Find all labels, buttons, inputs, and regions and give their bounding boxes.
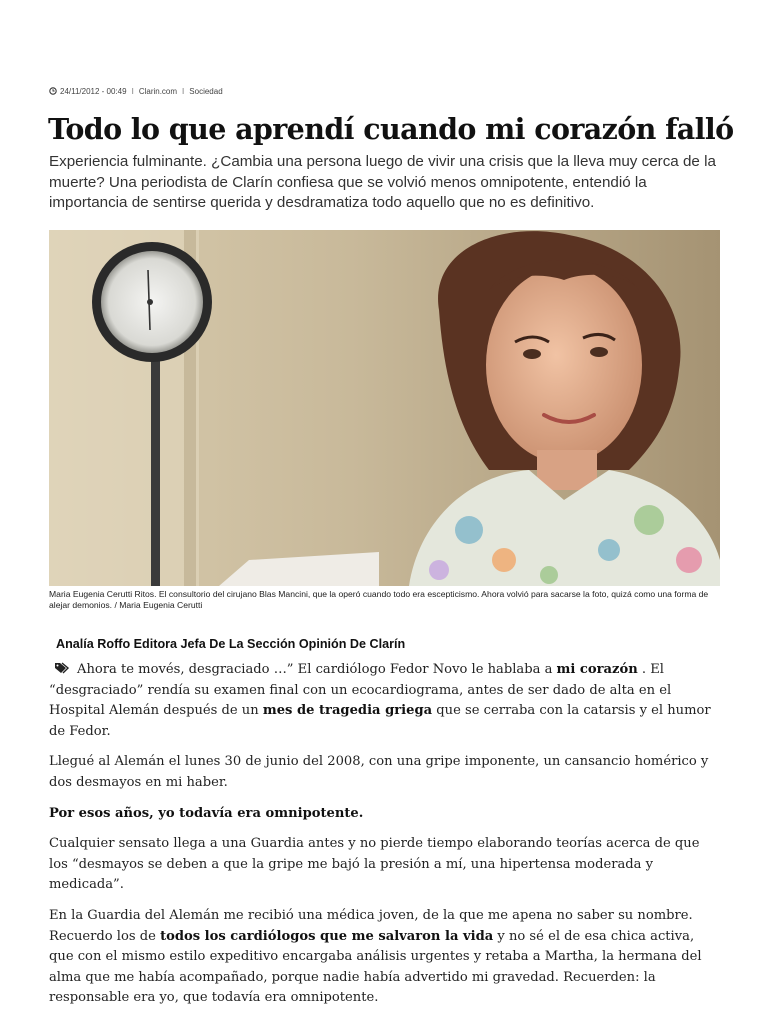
tags-icon[interactable] xyxy=(54,662,70,674)
article-meta xyxy=(49,85,223,97)
article-headline: Todo lo que aprendí cuando mi corazón falló xyxy=(48,112,734,146)
body-paragraph: En la Guardia del Alemán me recibió una médica joven, de la que me apena no saber su nombre. Recuerdo los de todos los cardiólogos que me salvaron la vida y no sé el de esa chica activa, que con el mismo estilo expeditivo encargaba análisis urgentes y retaba a Martha, la hermana del alma que me había acompañado, porque nadie había advertido mi gravedad. Recuerden: la responsable era yo, que todavía era omnipotente. xyxy=(49,907,702,1006)
meta-separator: I xyxy=(182,86,185,96)
body-paragraph-bold: Por esos años, yo todavía era omnipotente. xyxy=(49,805,364,821)
body-paragraph: Llegué al Alemán el lunes 30 de junio del 2008, con una gripe imponente, un cansancio homérico y dos desmayos en mi haber. xyxy=(49,754,709,790)
section-link[interactable]: Sociedad xyxy=(189,86,223,96)
photo-caption: Maria Eugenia Cerutti Ritos. El consultorio del cirujano Blas Mancini, que la operó cuando todo era escepticismo. Ahora volvió para sacarse la foto, quizá como una forma de alejar demonios. / Maria Eugenia Cerutti xyxy=(49,589,709,610)
source-link[interactable]: Clarin.com xyxy=(138,86,178,96)
bold-link-cardiologos[interactable]: todos los cardiólogos que me salvaron la vida xyxy=(160,928,494,944)
article-body xyxy=(49,660,721,1019)
article-lead: Experiencia fulminante. ¿Cambia una persona luego de vivir una crisis que la lleva muy cerca de la muerte? Una periodista de Clarín confiesa que se volvió menos omnipotente, entendió la importancia de sentirse querida y desdramatiza todo aquello que no es definitivo. xyxy=(49,153,716,211)
bold-link-tragedia[interactable]: mes de tragedia griega xyxy=(262,703,433,719)
meta-separator: I xyxy=(131,86,134,96)
article-datetime: 24/11/2012 - 00:49 xyxy=(60,86,127,96)
article-photo xyxy=(49,230,720,586)
article-author: Analía Roffo Editora Jefa De La Sección Opinión De Clarín xyxy=(56,637,406,651)
body-paragraph: Ahora te movés, desgraciado …” El cardiólogo Fedor Novo le hablaba a mi corazón . El “desgraciado” rendía su examen final con un ecocardiograma, antes de ser dado de alta en el Hospital Alemán después de un mes de tragedia griega que se cerraba con la catarsis y el humor de Fedor. xyxy=(49,662,711,739)
bold-link-mi-corazon[interactable]: mi corazón xyxy=(556,662,638,677)
clock-icon xyxy=(49,87,57,95)
body-paragraph: Cualquier sensato llega a una Guardia antes y no pierde tiempo elaborando teorías acerca de que los “desmayos se deben a que la gripe me bajó la presión a mí, una hipertensa moderada y medicada”. xyxy=(49,836,700,893)
